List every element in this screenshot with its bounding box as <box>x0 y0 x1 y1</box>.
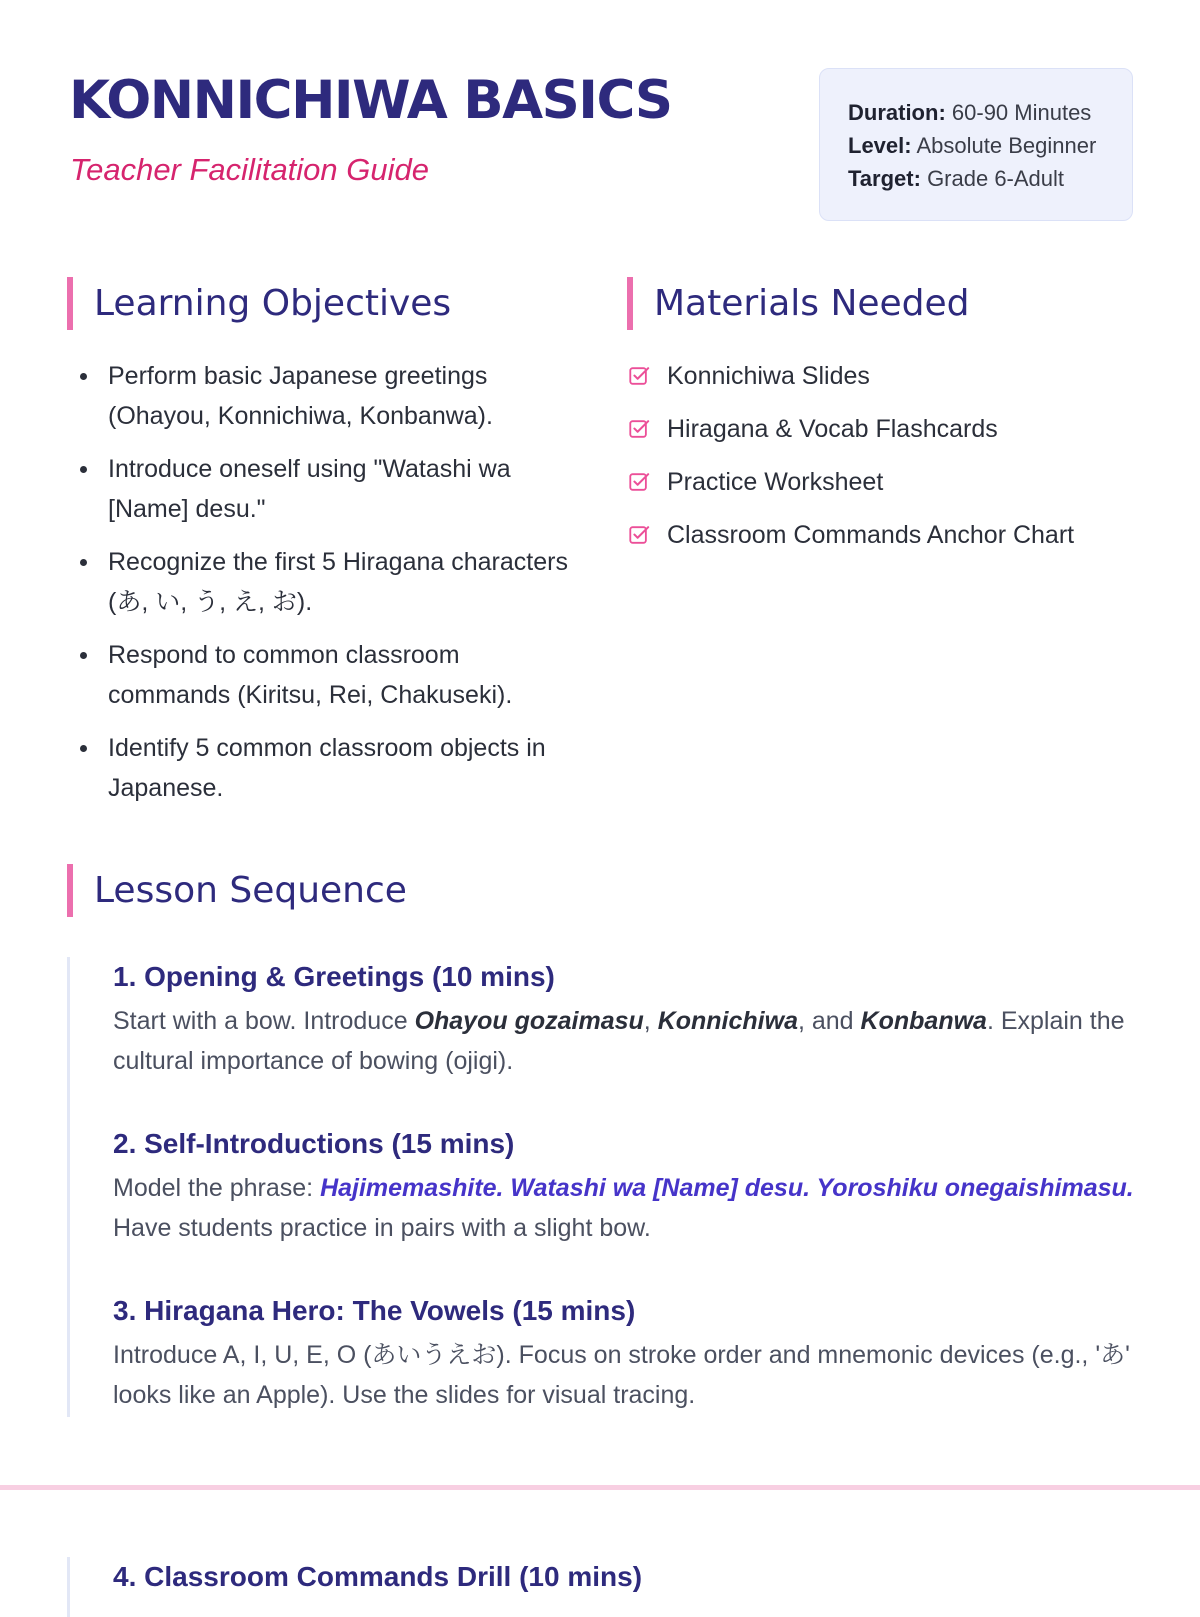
list-item <box>627 356 1187 396</box>
duration-row <box>848 96 1132 129</box>
target-row <box>848 162 1132 195</box>
list-item <box>627 409 1187 449</box>
objective-text: Introduce oneself using "Watashi wa [Name] desu." <box>108 455 511 523</box>
objectives-list <box>78 356 578 821</box>
lesson-sequence-heading: Lesson Sequence <box>67 864 407 917</box>
page-break-divider <box>0 1485 1200 1490</box>
step-term: Konbanwa <box>860 1007 987 1035</box>
objective-text: Identify 5 common classroom objects in Japanese. <box>108 734 546 802</box>
step-term: Konnichiwa <box>657 1007 798 1035</box>
checkbox-checked-icon <box>628 524 650 546</box>
target-label: Target: <box>848 166 921 191</box>
list-item <box>627 462 1187 502</box>
bullet-icon <box>80 559 87 566</box>
step-description: Introduce A, I, U, E, O (あいうえお). Focus on stroke order and mnemonic devices (e.g., 'あ' looks like an Apple). Use the slides for visual tracing. <box>113 1341 1130 1409</box>
step-description <box>113 1001 1143 1081</box>
material-text: Hiragana & Vocab Flashcards <box>667 415 998 443</box>
step-opening-greetings <box>113 957 1143 1081</box>
page-title: KONNICHIWA BASICS <box>69 70 672 131</box>
step-title: 1. Opening & Greetings (10 mins) <box>113 961 555 992</box>
step-text: Start with a bow. Introduce <box>113 1007 415 1035</box>
level-row <box>848 129 1132 162</box>
list-item <box>78 356 578 436</box>
list-item <box>78 449 578 529</box>
learning-objectives-heading: Learning Objectives <box>67 277 451 330</box>
checkbox-checked-icon <box>628 471 650 493</box>
lesson-steps-continued <box>67 1557 1150 1617</box>
list-item <box>78 542 578 622</box>
step-classroom-commands <box>113 1557 1143 1597</box>
step-text: , <box>643 1007 658 1035</box>
step-self-introductions <box>113 1124 1143 1248</box>
duration-label: Duration: <box>848 100 946 125</box>
list-item <box>78 635 578 715</box>
bullet-icon <box>80 745 87 752</box>
materials-list <box>627 356 1187 568</box>
step-title: 4. Classroom Commands Drill (10 mins) <box>113 1561 643 1592</box>
step-term: Ohayou gozaimasu <box>414 1007 644 1035</box>
checkbox-checked-icon <box>628 418 650 440</box>
lesson-info-card <box>819 68 1133 221</box>
step-text: Model the phrase: <box>113 1174 321 1202</box>
step-text: . Explain the cultural importance of bowing (ojigi). <box>113 1007 1125 1075</box>
target-value: Grade 6-Adult <box>927 166 1065 191</box>
step-hiragana-vowels <box>113 1291 1143 1415</box>
objective-text: Respond to common classroom commands (Kiritsu, Rei, Chakuseki). <box>108 641 513 709</box>
step-title: 3. Hiragana Hero: The Vowels (15 mins) <box>113 1295 636 1326</box>
bullet-icon <box>80 466 87 473</box>
page-subtitle: Teacher Facilitation Guide <box>70 152 429 187</box>
level-value: Absolute Beginner <box>916 133 1097 158</box>
lesson-steps <box>67 957 1150 1417</box>
material-text: Konnichiwa Slides <box>667 362 870 390</box>
material-text: Practice Worksheet <box>667 468 884 496</box>
objective-text: Recognize the first 5 Hiragana characters (あ, い, う, え, お). <box>108 548 568 616</box>
objective-text: Perform basic Japanese greetings (Ohayou, Konnichiwa, Konbanwa). <box>108 362 493 430</box>
duration-value: 60-90 Minutes <box>951 100 1092 125</box>
step-text: Have students practice in pairs with a slight bow. <box>113 1214 651 1242</box>
step-title: 2. Self-Introductions (15 mins) <box>113 1128 515 1159</box>
materials-needed-heading: Materials Needed <box>627 277 970 330</box>
step-text: , and <box>797 1007 861 1035</box>
list-item <box>78 728 578 808</box>
model-phrase: Hajimemashite. Watashi wa [Name] desu. Yoroshiku onegaishimasu. <box>320 1174 1134 1202</box>
level-label: Level: <box>848 133 912 158</box>
bullet-icon <box>80 373 87 380</box>
list-item <box>627 515 1187 555</box>
material-text: Classroom Commands Anchor Chart <box>667 521 1075 549</box>
bullet-icon <box>80 652 87 659</box>
checkbox-checked-icon <box>628 365 650 387</box>
step-description <box>113 1168 1143 1248</box>
